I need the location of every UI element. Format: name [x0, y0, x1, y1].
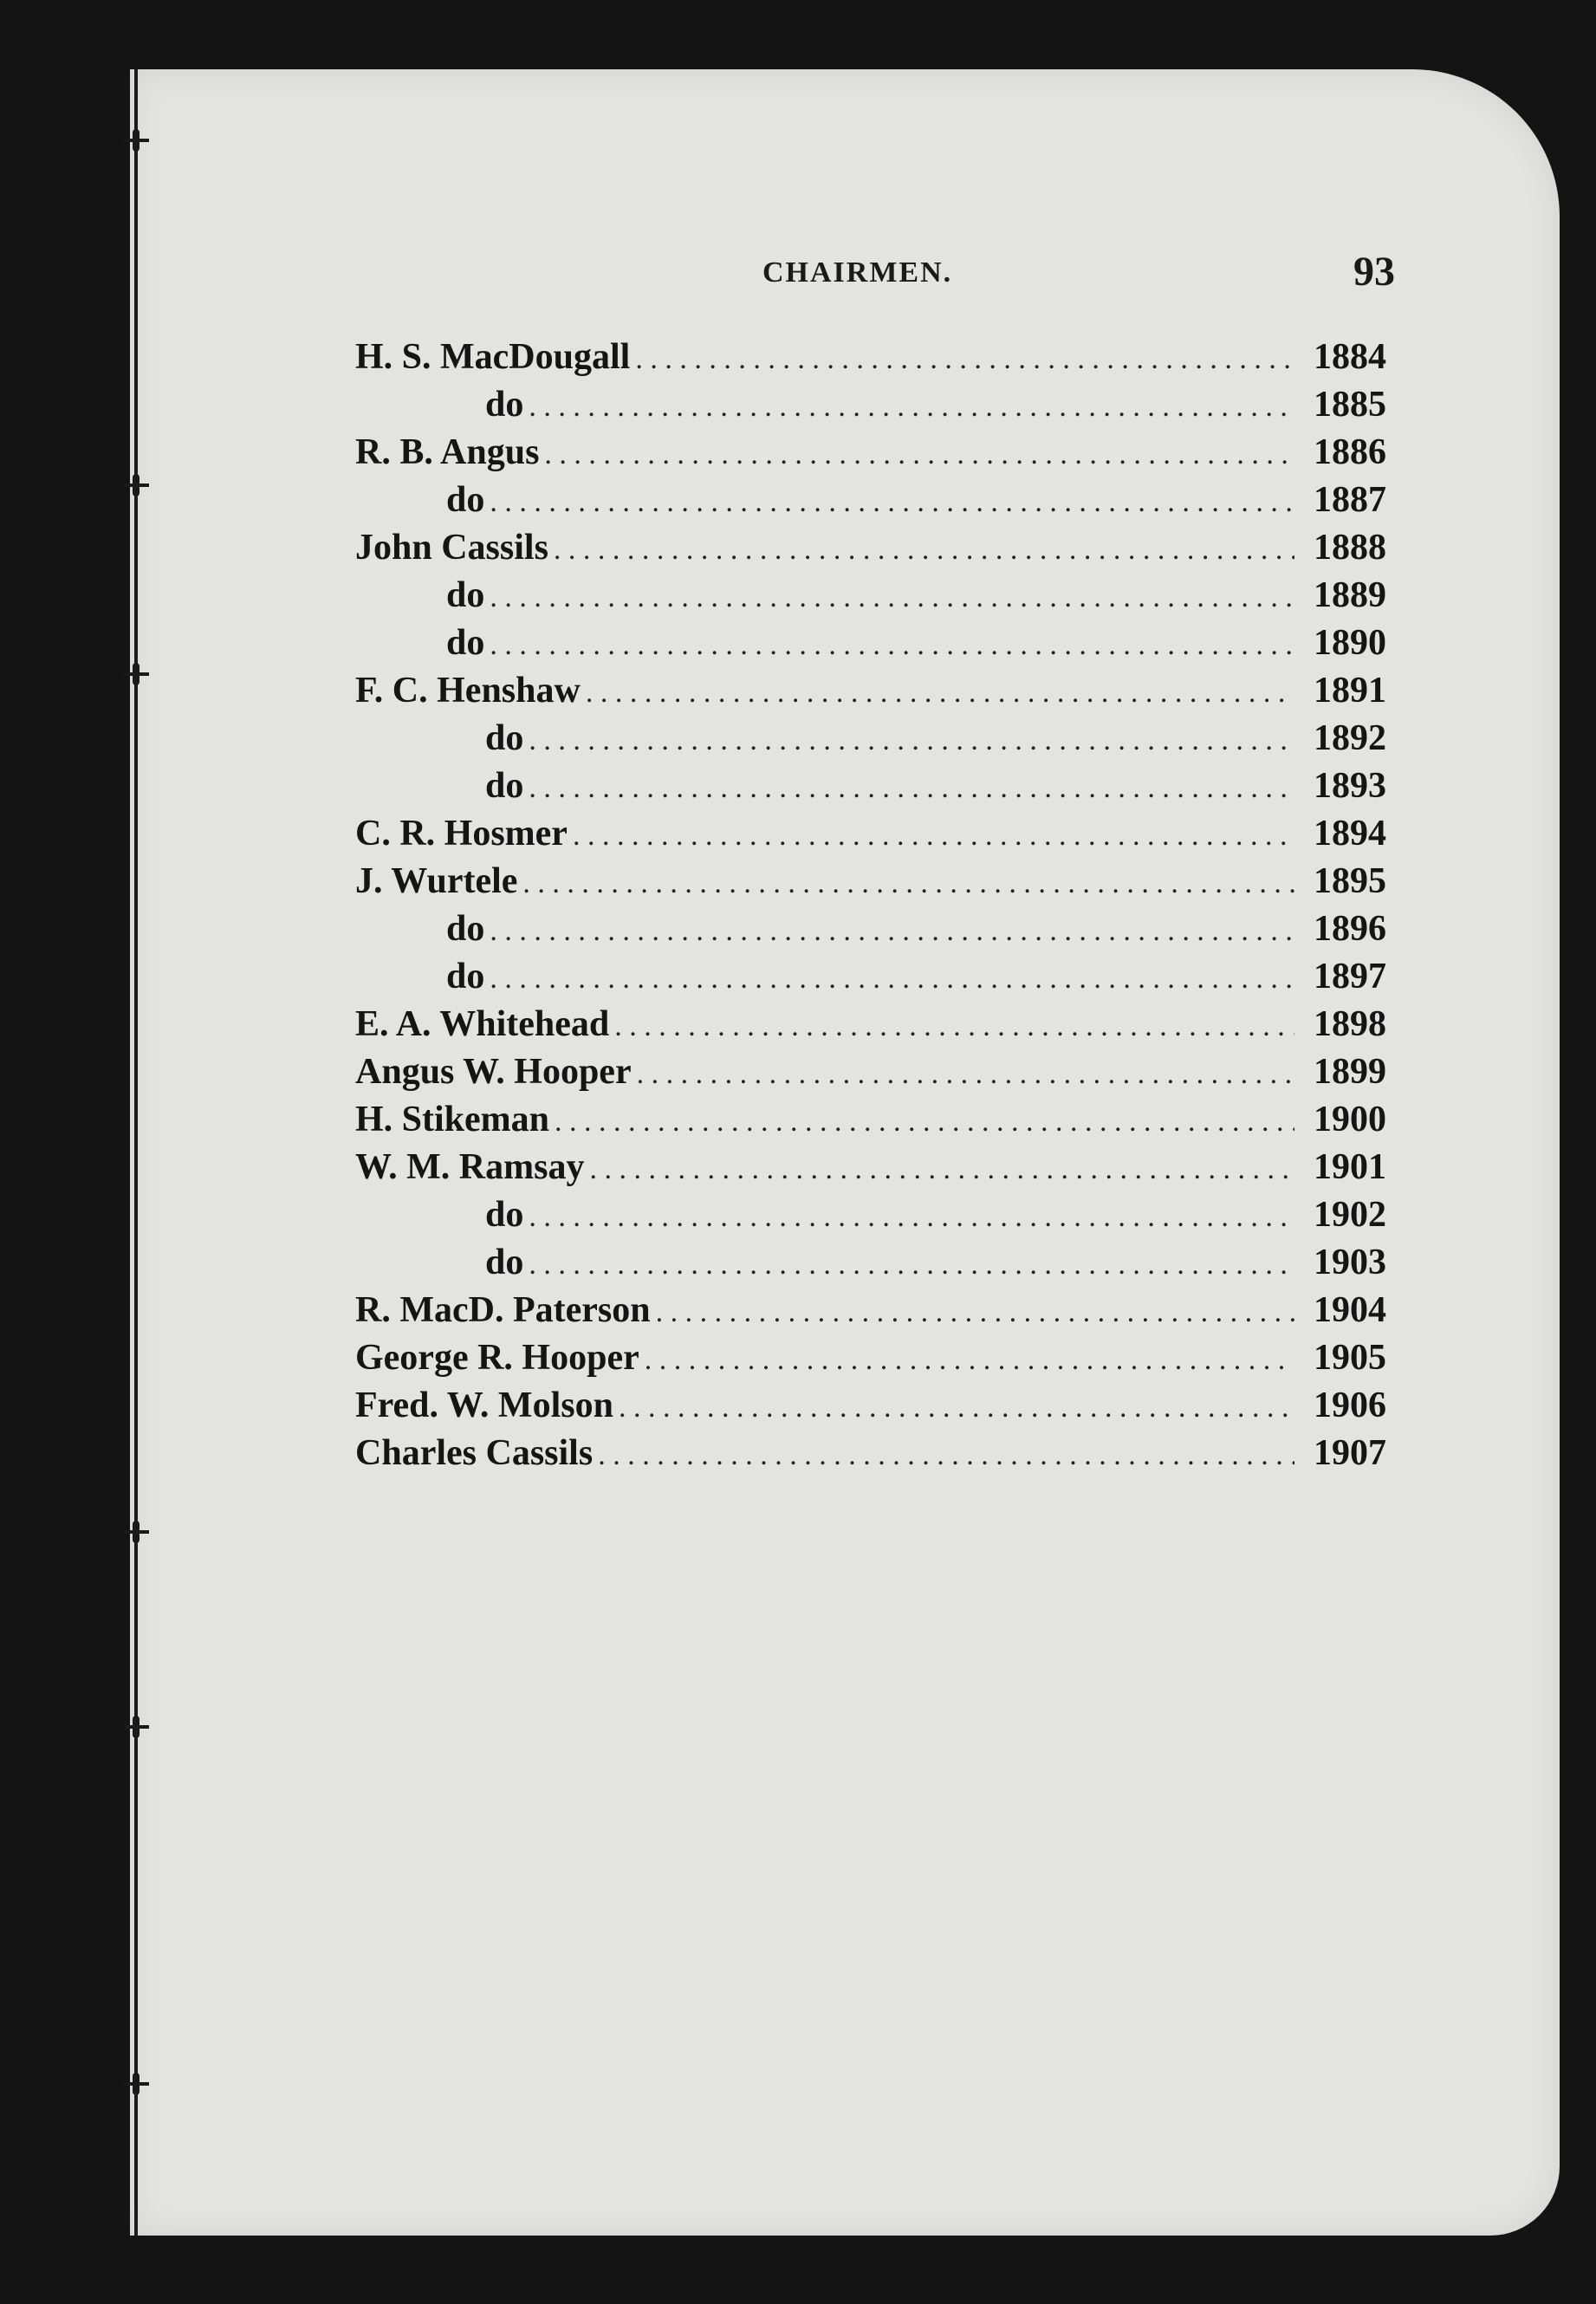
list-item	[355, 670, 1386, 717]
list-item	[355, 860, 1386, 908]
chairman-name: do	[446, 480, 485, 520]
dot-leader	[635, 343, 1294, 376]
binding-stitch	[123, 2080, 149, 2088]
chairman-name: F. C. Henshaw	[355, 671, 581, 711]
list-item	[355, 813, 1386, 860]
dot-leader	[614, 1010, 1294, 1043]
dot-leader	[529, 724, 1294, 757]
list-item	[355, 384, 1386, 432]
dot-leader	[490, 581, 1294, 614]
chairman-name: do	[446, 575, 485, 615]
chairman-name: W. M. Ramsay	[355, 1147, 585, 1187]
list-item	[355, 1003, 1386, 1051]
chairman-year: 1900	[1314, 1100, 1386, 1139]
dot-leader	[645, 1344, 1294, 1377]
list-item	[355, 1337, 1386, 1385]
dot-leader	[529, 391, 1294, 424]
dot-leader	[656, 1296, 1294, 1329]
binding-stitch	[123, 136, 149, 145]
dot-leader	[555, 1106, 1294, 1139]
chairman-year: 1904	[1314, 1290, 1386, 1330]
list-item	[355, 1051, 1386, 1099]
list-item	[355, 1146, 1386, 1194]
list-item	[355, 908, 1386, 956]
list-item	[355, 1289, 1386, 1337]
chairman-name: E. A. Whitehead	[355, 1004, 610, 1044]
chairman-year: 1901	[1314, 1147, 1386, 1187]
list-item	[355, 622, 1386, 670]
chairman-name: H. S. MacDougall	[355, 337, 631, 377]
dot-leader	[598, 1439, 1294, 1472]
list-item	[355, 574, 1386, 622]
list-item	[355, 336, 1386, 384]
list-item	[355, 479, 1386, 527]
chairman-year: 1895	[1314, 861, 1386, 901]
chairman-name: J. Wurtele	[355, 861, 518, 901]
list-item	[355, 432, 1386, 479]
list-item	[355, 717, 1386, 765]
binding-stitch	[123, 1723, 149, 1731]
binding-stitch	[123, 481, 149, 490]
dot-leader	[522, 867, 1294, 900]
chairman-name: do	[485, 766, 524, 806]
dot-leader	[490, 963, 1294, 996]
chairman-name: do	[485, 1195, 524, 1235]
chairman-year: 1894	[1314, 814, 1386, 853]
binding-stitch	[123, 670, 149, 678]
chairman-year: 1893	[1314, 766, 1386, 806]
chairman-name: do	[446, 957, 485, 996]
page-header	[762, 249, 1395, 296]
chairman-name: Angus W. Hooper	[355, 1052, 632, 1092]
page-number: 93	[1353, 249, 1395, 295]
chairman-year: 1897	[1314, 957, 1386, 996]
dot-leader	[637, 1058, 1294, 1091]
dot-leader	[490, 629, 1294, 662]
chairman-year: 1890	[1314, 623, 1386, 663]
chairman-name: do	[446, 623, 485, 663]
chairman-name: do	[485, 1243, 524, 1282]
chairman-name: John Cassils	[355, 528, 548, 568]
binding-gutter	[134, 69, 138, 2236]
chairman-year: 1891	[1314, 671, 1386, 711]
list-item	[355, 1194, 1386, 1242]
dot-leader	[490, 486, 1294, 519]
chairman-year: 1886	[1314, 432, 1386, 472]
chairman-name: do	[485, 385, 524, 425]
chairman-year: 1885	[1314, 385, 1386, 425]
chairman-name: R. MacD. Paterson	[355, 1290, 651, 1330]
chairman-name: R. B. Angus	[355, 432, 540, 472]
chairmen-list	[355, 336, 1386, 1480]
dot-leader	[490, 915, 1294, 948]
chairman-name: George R. Hooper	[355, 1338, 639, 1378]
list-item	[355, 1242, 1386, 1289]
dot-leader	[544, 438, 1294, 471]
list-item	[355, 1432, 1386, 1480]
chairman-name: C. R. Hosmer	[355, 814, 568, 853]
dot-leader	[529, 772, 1294, 805]
chairman-year: 1887	[1314, 480, 1386, 520]
binding-stitch	[123, 1528, 149, 1536]
list-item	[355, 765, 1386, 813]
dot-leader	[554, 534, 1294, 567]
chairman-year: 1902	[1314, 1195, 1386, 1235]
chairman-year: 1888	[1314, 528, 1386, 568]
chairman-name: Charles Cassils	[355, 1433, 594, 1473]
list-item	[355, 527, 1386, 574]
dot-leader	[573, 820, 1294, 853]
dot-leader	[589, 1153, 1294, 1186]
running-title: CHAIRMEN.	[762, 256, 953, 289]
chairman-name: do	[446, 909, 485, 949]
chairman-year: 1903	[1314, 1243, 1386, 1282]
chairman-name: do	[485, 718, 524, 758]
chairman-year: 1892	[1314, 718, 1386, 758]
dot-leader	[586, 677, 1294, 710]
list-item	[355, 1099, 1386, 1146]
list-item	[355, 1385, 1386, 1432]
chairman-year: 1896	[1314, 909, 1386, 949]
dot-leader	[529, 1249, 1294, 1282]
chairman-year: 1907	[1314, 1433, 1386, 1473]
dot-leader	[529, 1201, 1294, 1234]
chairman-name: Fred. W. Molson	[355, 1386, 613, 1425]
chairman-year: 1898	[1314, 1004, 1386, 1044]
chairman-year: 1906	[1314, 1386, 1386, 1425]
chairman-name: H. Stikeman	[355, 1100, 550, 1139]
chairman-year: 1905	[1314, 1338, 1386, 1378]
chairman-year: 1899	[1314, 1052, 1386, 1092]
chairman-year: 1884	[1314, 337, 1386, 377]
chairman-year: 1889	[1314, 575, 1386, 615]
dot-leader	[619, 1392, 1294, 1425]
list-item	[355, 956, 1386, 1003]
